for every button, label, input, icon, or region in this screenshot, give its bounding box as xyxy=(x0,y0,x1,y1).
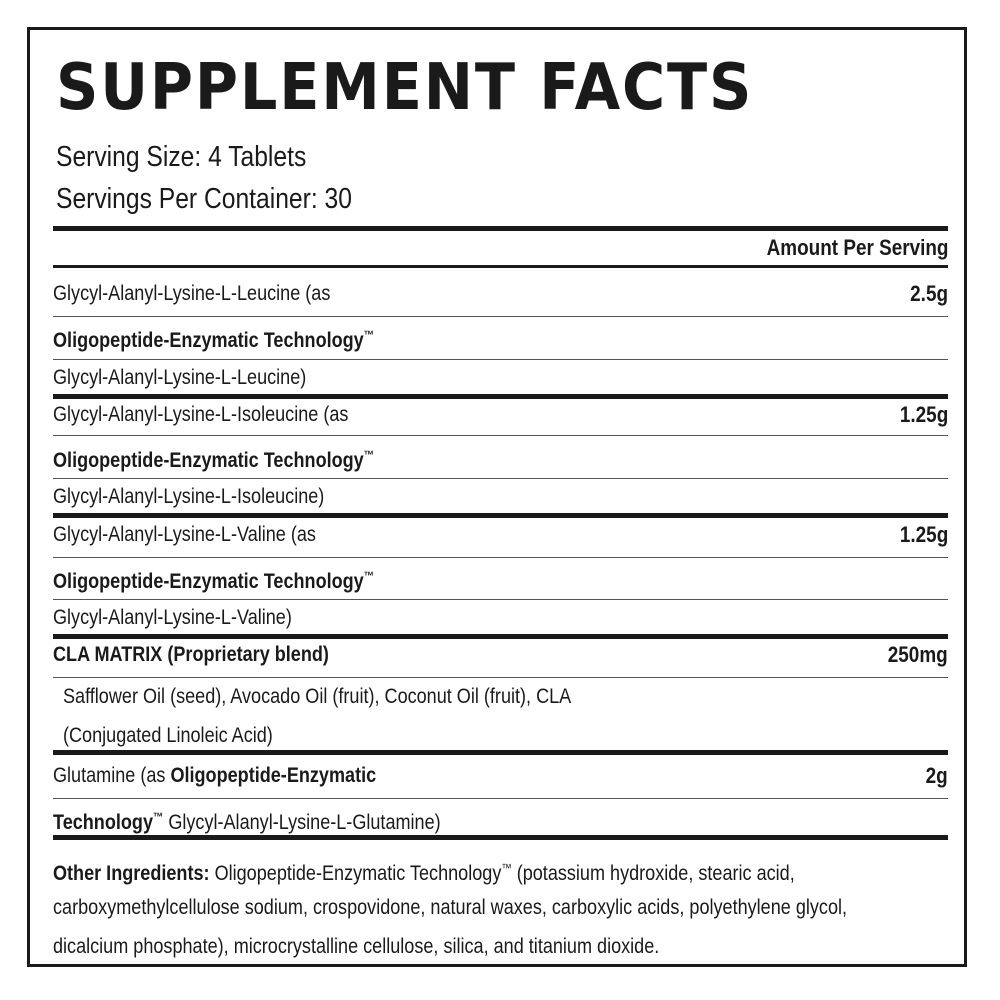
ingredient-cla-line3: (Conjugated Linoleic Acid) xyxy=(63,724,273,747)
other-ingredients-line2: carboxymethylcellulose sodium, crospovidone, natural waxes, carboxylic acids, polyethylene glycol, xyxy=(53,896,848,919)
thick-divider xyxy=(53,835,948,840)
ingredient-isoleucine-tech: Oligopeptide-Enzymatic Technology™ xyxy=(53,448,375,472)
servings-per-container: Servings Per Container: 30 xyxy=(56,183,352,215)
divider xyxy=(53,677,948,678)
ingredient-leucine-line1: Glycyl-Alanyl-Lysine-L-Leucine (as 2.5g xyxy=(53,279,948,309)
thick-divider xyxy=(53,513,948,518)
supplement-facts-panel xyxy=(27,27,967,967)
divider xyxy=(53,557,948,558)
amount-cla: 250mg xyxy=(888,642,948,667)
title: SUPPLEMENT FACTS xyxy=(56,51,754,125)
amount-leucine: 2.5g xyxy=(910,281,948,306)
ingredient-valine-line1: Glycyl-Alanyl-Lysine-L-Valine (as 1.25g xyxy=(53,520,948,550)
amount-header: Amount Per Serving xyxy=(766,235,948,260)
ingredient-cla: CLA MATRIX (Proprietary blend) 250mg xyxy=(53,640,948,670)
other-ingredients-label: Other Ingredients: xyxy=(53,862,210,885)
serving-size: Serving Size: 4 Tablets xyxy=(56,141,307,173)
thick-divider xyxy=(53,750,948,755)
ingredient-isoleucine-line3: Glycyl-Alanyl-Lysine-L-Isoleucine) xyxy=(53,485,325,508)
other-ingredients-line1: Other Ingredients: Oligopeptide-Enzymatic Technology™ (potassium hydroxide, stearic acid, xyxy=(53,861,795,885)
divider xyxy=(53,798,948,799)
other-ingredients-line3: dicalcium phosphate), microcrystalline cellulose, silica, and titanium dioxide. xyxy=(53,935,660,958)
divider xyxy=(53,359,948,360)
ingredient-glutamine-line2: Technology™ Glycyl-Alanyl-Lysine-L-Glutamine) xyxy=(53,810,441,834)
ingredient-valine-tech: Oligopeptide-Enzymatic Technology™ xyxy=(53,569,375,593)
amount-glutamine: 2g xyxy=(925,763,948,788)
ingredient-glutamine-line1: Glutamine (as Oligopeptide-Enzymatic 2g xyxy=(53,761,948,791)
amount-header-row xyxy=(53,233,948,263)
ingredient-leucine-line3: Glycyl-Alanyl-Lysine-L-Leucine) xyxy=(53,366,307,389)
ingredient-valine-line3: Glycyl-Alanyl-Lysine-L-Valine) xyxy=(53,606,292,629)
divider xyxy=(53,265,948,268)
ingredient-cla-line2: Safflower Oil (seed), Avocado Oil (fruit), Coconut Oil (fruit), CLA xyxy=(63,685,572,708)
divider xyxy=(53,435,948,436)
ingredient-leucine-tech: Oligopeptide-Enzymatic Technology™ xyxy=(53,328,375,352)
thick-divider xyxy=(53,394,948,399)
divider xyxy=(53,316,948,317)
amount-isoleucine: 1.25g xyxy=(899,402,948,427)
amount-valine: 1.25g xyxy=(899,522,948,547)
divider xyxy=(53,599,948,600)
divider xyxy=(53,478,948,479)
thick-divider xyxy=(53,634,948,639)
ingredient-isoleucine-line1: Glycyl-Alanyl-Lysine-L-Isoleucine (as 1.25g xyxy=(53,400,948,430)
thick-divider xyxy=(53,226,948,231)
